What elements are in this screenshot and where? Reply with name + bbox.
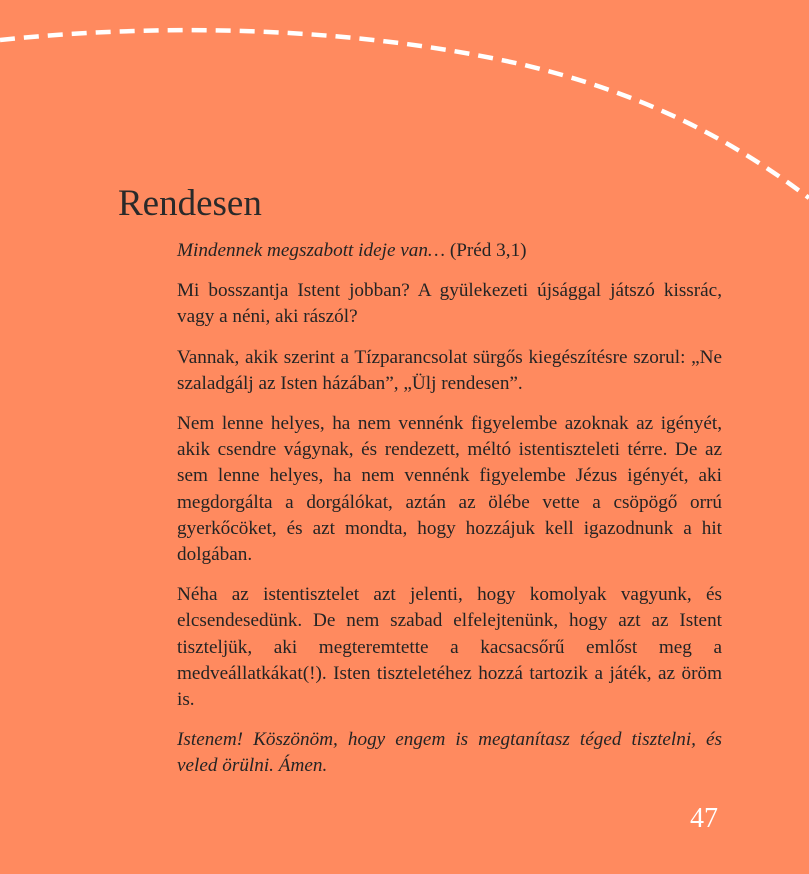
devotional-body bbox=[177, 238, 722, 794]
paragraph: Nem lenne helyes, ha nem vennénk figyelembe azoknak az igényét, akik csendre vágynak, és rendezett, méltó istentiszteleti térre. De az sem lenne helyes, ha nem vennénk figyelembe Jézus igényét, aki megdorgálta a dorgálókat, aztán az ölébe vette a csöpögő orrú gyerkőcöket, és azt mondta, hogy hozzájuk kell igazodnunk a hit dolgában. bbox=[177, 413, 722, 566]
paragraph: Vannak, akik szerint a Tízparancsolat sürgős kiegészítésre szorul: „Ne szaladgálj az Isten házában”, „Ülj rendesen”. bbox=[177, 346, 722, 394]
page-number: 47 bbox=[690, 803, 718, 834]
bible-verse bbox=[177, 238, 722, 264]
verse-text: Mindennek megszabott ideje van… bbox=[177, 240, 446, 261]
page-title: Rendesen bbox=[118, 183, 262, 224]
verse-reference: (Préd 3,1) bbox=[449, 240, 527, 261]
paragraph: Néha az istentisztelet azt jelenti, hogy komolyak vagyunk, és elcsendesedünk. De nem szabad elfelejtenünk, hogy azt az Istent tiszteljük, aki megteremtette a kacsacsőrű emlőst meg a medveállatkákat(!). Isten tiszteletéhez hozzá tartozik a játék, az öröm is. bbox=[177, 584, 722, 711]
prayer: Istenem! Köszönöm, hogy engem is megtanítasz téged tisztelni, és veled örülni. Ámen. bbox=[177, 729, 722, 777]
paragraph: Mi bosszantja Istent jobban? A gyülekezeti újsággal játszó kissrác, vagy a néni, aki rászól? bbox=[177, 280, 722, 328]
